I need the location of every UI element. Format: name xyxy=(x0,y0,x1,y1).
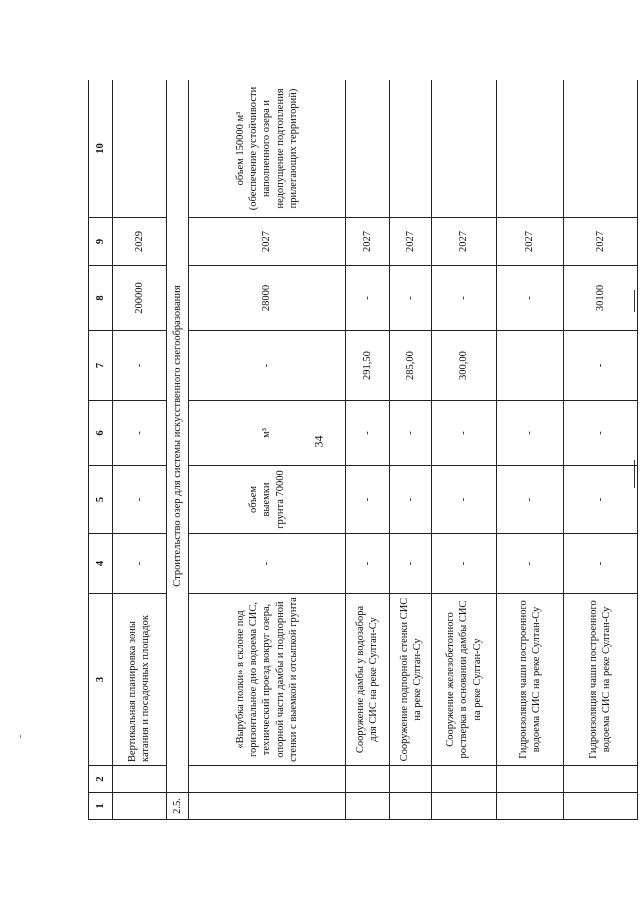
header-cell: 5 xyxy=(89,466,113,534)
table-cell: - xyxy=(496,466,563,534)
table-cell: - xyxy=(112,466,167,534)
table-cell: м³ xyxy=(189,401,345,466)
table-cell: - xyxy=(432,534,496,594)
header-cell: 1 xyxy=(89,793,113,820)
table-row xyxy=(496,80,563,820)
table-cell xyxy=(112,766,167,793)
header-cell: 4 xyxy=(89,534,113,594)
table-cell: 285,00 xyxy=(390,331,432,401)
table-cell: - xyxy=(112,534,167,594)
table-cell xyxy=(563,766,637,793)
table-cell xyxy=(189,766,345,793)
table-cell xyxy=(496,793,563,820)
table-cell: - xyxy=(496,534,563,594)
table-cell: - xyxy=(345,401,390,466)
section-number: 2.5. xyxy=(167,793,189,820)
table-cell: - xyxy=(189,534,345,594)
table-cell: 200000 xyxy=(112,266,167,331)
table-cell xyxy=(390,766,432,793)
table-cell: 2029 xyxy=(112,218,167,266)
table-cell: Сооружение железобетонного ростверка в основании дамбы СИС на реке Султан-Су xyxy=(432,594,496,766)
table-cell xyxy=(496,80,563,218)
table-cell xyxy=(390,80,432,218)
table-cell: - xyxy=(390,534,432,594)
table-row xyxy=(432,80,496,820)
table-cell: - xyxy=(563,466,637,534)
table-cell xyxy=(112,793,167,820)
table-cell: 2027 xyxy=(189,218,345,266)
table-cell: 300,00 xyxy=(432,331,496,401)
header-cell: 9 xyxy=(89,218,113,266)
table-cell: 2027 xyxy=(496,218,563,266)
table-cell xyxy=(432,80,496,218)
table-cell: 30100 xyxy=(563,266,637,331)
header-cell: 6 xyxy=(89,401,113,466)
table-cell xyxy=(432,793,496,820)
table-cell: - xyxy=(432,466,496,534)
table-cell: - xyxy=(432,401,496,466)
table-cell xyxy=(496,331,563,401)
table-cell: - xyxy=(496,266,563,331)
table-cell: - xyxy=(112,331,167,401)
header-cell: 2 xyxy=(89,766,113,793)
header-cell: 10 xyxy=(89,80,113,218)
table-cell: 291,50 xyxy=(345,331,390,401)
section-row xyxy=(167,80,189,820)
table-cell: - xyxy=(390,266,432,331)
table-row xyxy=(345,80,390,820)
table-cell xyxy=(112,80,167,218)
table-cell: объем 150000 м³ (обеспечение устойчивости наполненного озера и недопущение подтопления прилегающих территорий) xyxy=(189,80,345,218)
table-cell: - xyxy=(345,266,390,331)
table-cell: Сооружение дамбы у водозабора для СИС на реке Султан-Су xyxy=(345,594,390,766)
table-row xyxy=(563,80,637,820)
table-cell: - xyxy=(189,331,345,401)
table-cell xyxy=(390,793,432,820)
table-cell: 2027 xyxy=(563,218,637,266)
table-cell xyxy=(496,766,563,793)
table-cell: Гидроизоляция чаши построенного водоема СИС на реке Султан-Су xyxy=(496,594,563,766)
table-cell: Гидроизоляция чаши построенного водоема СИС на реке Султан-Су xyxy=(563,594,637,766)
table-cell xyxy=(345,80,390,218)
header-cell: 8 xyxy=(89,266,113,331)
table-cell: - xyxy=(390,401,432,466)
rotated-table-container xyxy=(88,80,638,820)
table-header-row xyxy=(89,80,113,820)
table-row xyxy=(189,80,345,820)
table-cell: объем выемки грунта 70000 xyxy=(189,466,345,534)
table-cell: - xyxy=(563,534,637,594)
page-number: 34 xyxy=(311,435,326,448)
table-cell xyxy=(189,793,345,820)
table-cell: 2027 xyxy=(432,218,496,266)
table-cell: - xyxy=(563,401,637,466)
table-cell: - xyxy=(432,266,496,331)
table-cell xyxy=(563,80,637,218)
table-cell xyxy=(345,766,390,793)
rotated-table xyxy=(88,80,638,820)
table-cell: - xyxy=(390,466,432,534)
table-cell: - xyxy=(345,466,390,534)
section-title: Строительство озер для системы искусственного снегообразования xyxy=(167,80,189,793)
table-cell: 2027 xyxy=(345,218,390,266)
table-cell: - xyxy=(563,331,637,401)
scan-dot xyxy=(20,735,21,738)
table-row xyxy=(112,80,167,820)
table-cell: - xyxy=(345,534,390,594)
table-cell: Вертикальная планировка зоны катания и посадочных площадок xyxy=(112,594,167,766)
table-cell: 2027 xyxy=(390,218,432,266)
table-cell xyxy=(432,766,496,793)
header-cell: 3 xyxy=(89,594,113,766)
table-cell: - xyxy=(496,401,563,466)
table-cell: 28000 xyxy=(189,266,345,331)
table-cell xyxy=(345,793,390,820)
table-cell: - xyxy=(112,401,167,466)
construction-table xyxy=(88,80,638,820)
table-cell xyxy=(563,793,637,820)
header-cell: 7 xyxy=(89,331,113,401)
table-row xyxy=(390,80,432,820)
table-cell: «Вырубка полки» в склоне под горизонтальное дно водоема СИС, технический проезд вокруг озера, опорной части дамбы и подпорной стенки с выемкой и отсыпкой грунта xyxy=(189,594,345,766)
table-cell: Сооружение подпорной стенки СИС на реке Султан-Су xyxy=(390,594,432,766)
